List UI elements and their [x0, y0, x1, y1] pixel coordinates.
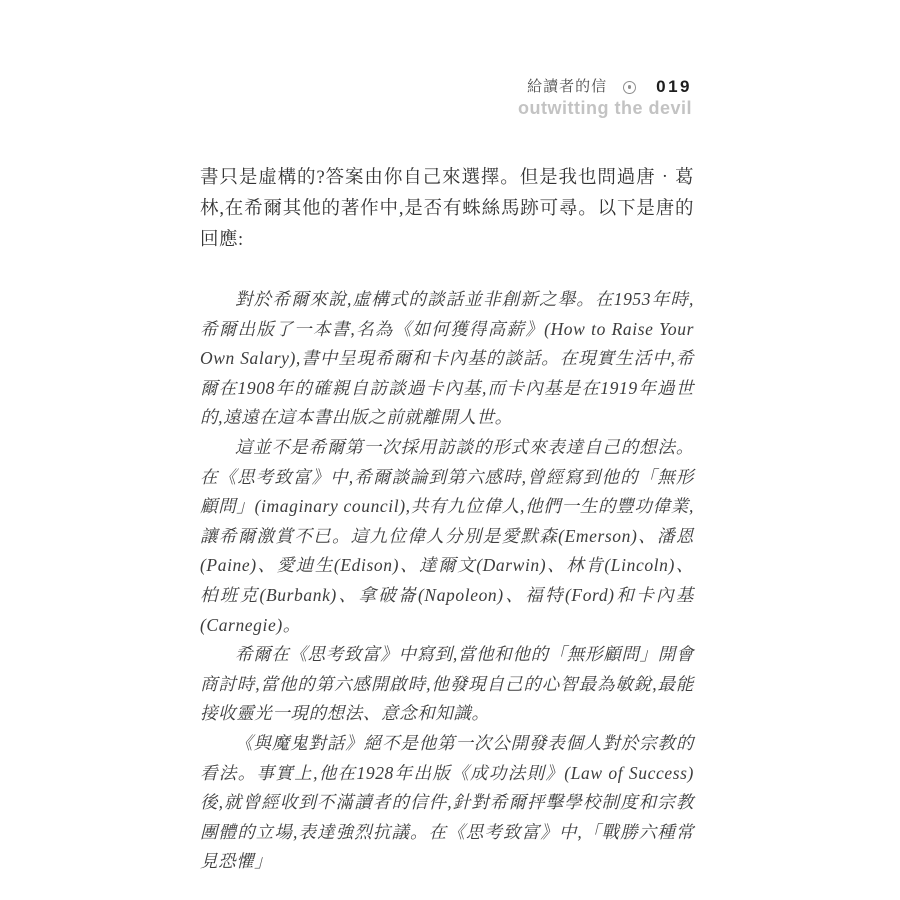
intro-paragraph: 書只是虛構的?答案由你自己來選擇。但是我也問過唐‧葛林,在希爾其他的著作中,是否有蛛絲馬跡可尋。以下是唐的回應: — [200, 168, 694, 250]
page-number: 019 — [656, 77, 692, 96]
quote-paragraph: 這並不是希爾第一次採用訪談的形式來表達自己的想法。在《思考致富》中,希爾談論到第六感時,曾經寫到他的「無形顧問」(imaginary council),共有九位偉人,他們一生的豐功偉業,讓希爾激賞不已。這九位偉人分別是愛默森(Emerson)、潘恩(Paine)、愛迪生(Edison)、達爾文(Darwin)、林肯(Lincoln)、柏班克(Burbank)、拿破崙(Napoleon)、福特(Ford)和卡內基(Carnegie)。 — [200, 436, 694, 635]
body-text — [200, 163, 694, 877]
book-title-english: outwitting the devil — [518, 98, 692, 118]
quote-paragraph: 希爾在《思考致富》中寫到,當他和他的「無形顧問」開會商討時,當他的第六感開啟時,他發現自己的心智最為敏銳,最能接收靈光一現的想法、意念和知識。 — [200, 644, 694, 724]
quoted-letter-block — [200, 285, 694, 877]
page-header — [200, 78, 692, 118]
quote-paragraph: 對於希爾來說,虛構式的談話並非創新之舉。在1953年時,希爾出版了一本書,名為《如何獲得高薪》(How to Raise Your Own Salary),書中呈現希爾和卡內基的談話。在現實生活中,希爾在1908年的確親自訪談過卡內基,而卡內基是在1919年過世的,遠遠在這本書出版之前就離開人世。 — [200, 289, 694, 428]
section-title: 給讀者的信 — [527, 79, 608, 95]
circled-dot-icon — [623, 81, 636, 94]
quote-paragraph: 《與魔鬼對話》絕不是他第一次公開發表個人對於宗教的看法。事實上,他在1928年出版《成功法則》(Law of Success)後,就曾經收到不滿讀者的信件,針對希爾抨擊學校制度和宗教團體的立場,表達強烈抗議。在《思考致富》中,「戰勝六種常見恐懼」 — [200, 732, 694, 872]
running-head — [200, 78, 692, 96]
